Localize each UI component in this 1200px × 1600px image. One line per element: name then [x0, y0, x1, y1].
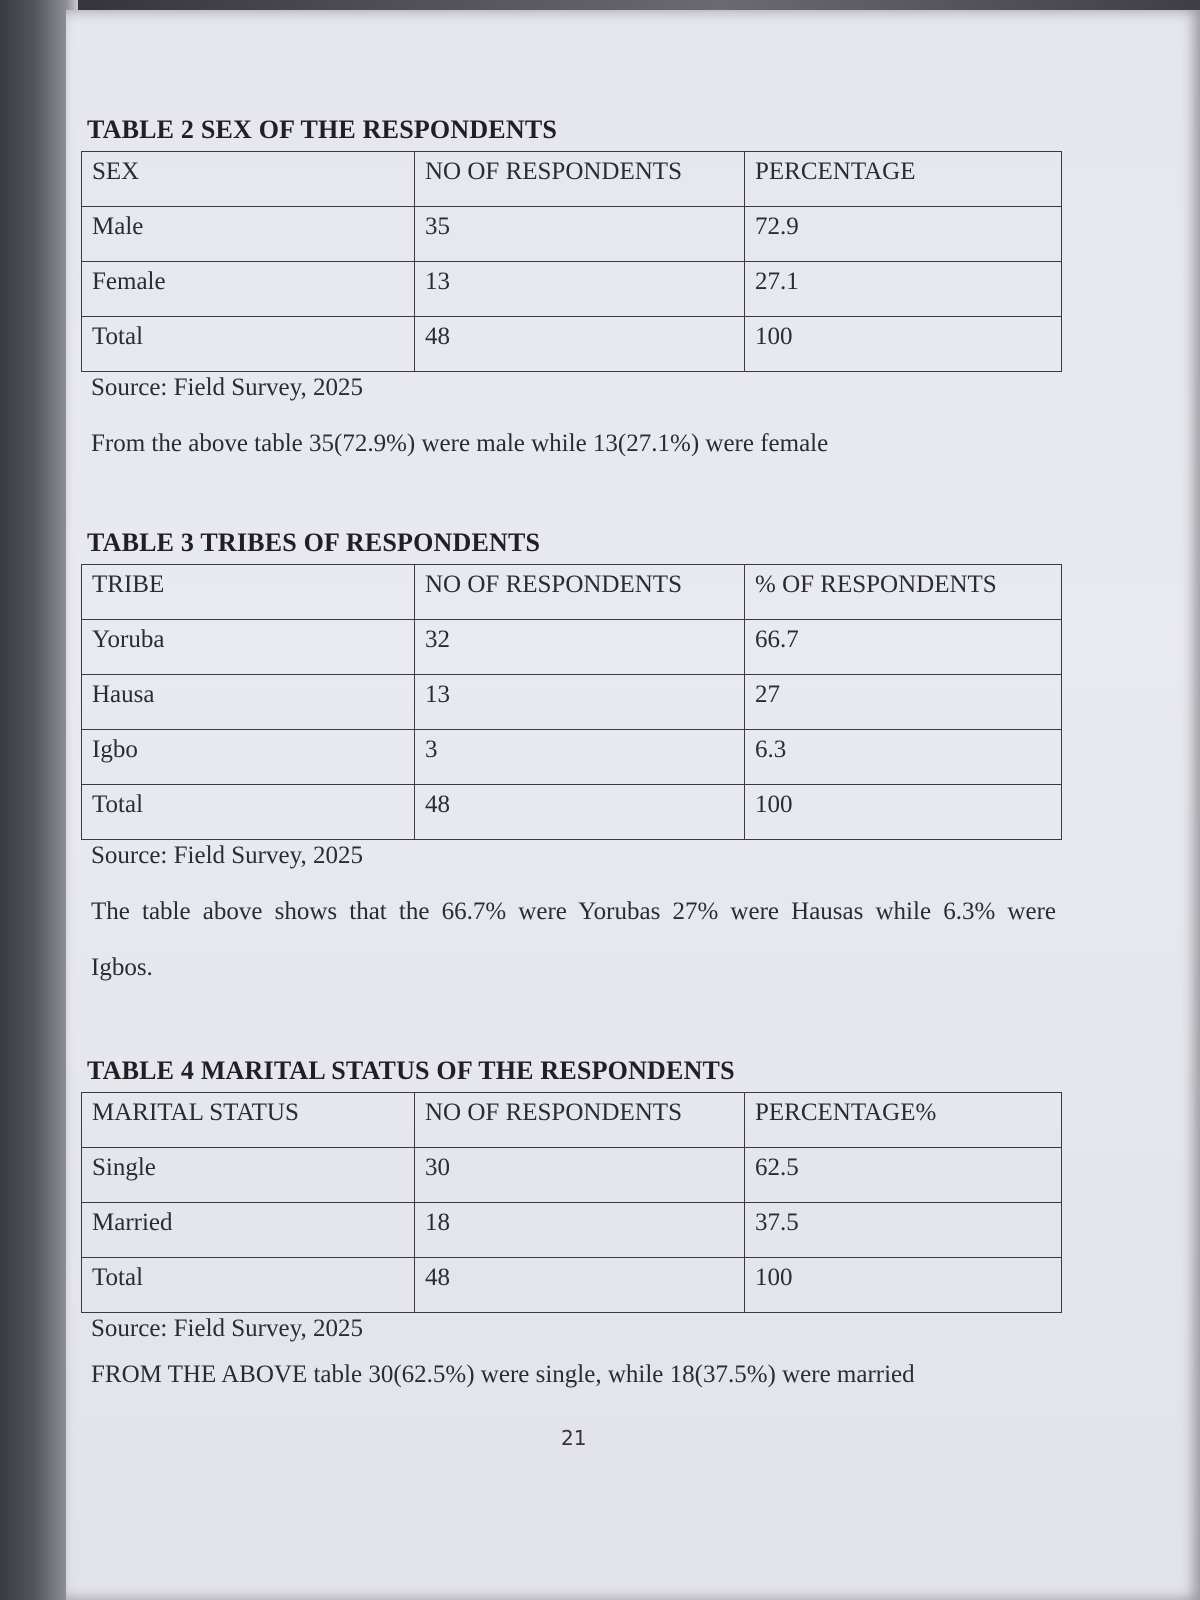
table-cell: 66.7 — [745, 620, 1062, 675]
table2-section — [81, 115, 1086, 472]
table-cell: 13 — [415, 675, 745, 730]
table-row — [82, 207, 1062, 262]
table-cell: 37.5 — [745, 1203, 1062, 1258]
table4-summary: FROM THE ABOVE table 30(62.5%) were single, while 18(37.5%) were married — [91, 1361, 915, 1388]
table-cell: 18 — [415, 1203, 745, 1258]
table4 — [81, 1092, 1062, 1313]
table-cell: 100 — [745, 785, 1062, 840]
page-number: 21 — [561, 1426, 587, 1450]
table-cell: 72.9 — [745, 207, 1062, 262]
table-cell: 27 — [745, 675, 1062, 730]
table-cell: 35 — [415, 207, 745, 262]
table-cell: 100 — [745, 1258, 1062, 1313]
table4-title: TABLE 4 MARITAL STATUS OF THE RESPONDENTS — [87, 1056, 735, 1085]
table-row — [82, 1203, 1062, 1258]
table3 — [81, 564, 1062, 840]
table2 — [81, 151, 1062, 372]
table-cell: Single — [82, 1148, 415, 1203]
table-row — [82, 317, 1062, 372]
table-cell: 32 — [415, 620, 745, 675]
table-cell: 3 — [415, 730, 745, 785]
table2-title: TABLE 2 SEX OF THE RESPONDENTS — [87, 115, 558, 144]
header-cell: TRIBE — [82, 565, 415, 620]
table-cell: 100 — [745, 317, 1062, 372]
header-cell: NO OF RESPONDENTS — [415, 1093, 745, 1148]
table-row — [82, 620, 1062, 675]
header-cell: % OF RESPONDENTS — [745, 565, 1062, 620]
table-cell: Male — [82, 207, 415, 262]
header-cell: PERCENTAGE% — [745, 1093, 1062, 1148]
header-cell: SEX — [82, 152, 415, 207]
header-cell: MARITAL STATUS — [82, 1093, 415, 1148]
table-cell: Female — [82, 262, 415, 317]
document-page — [66, 10, 1200, 1600]
table-cell: 62.5 — [745, 1148, 1062, 1203]
table-cell: Total — [82, 785, 415, 840]
table-cell: Yoruba — [82, 620, 415, 675]
header-cell: NO OF RESPONDENTS — [415, 152, 745, 207]
table2-source: Source: Field Survey, 2025 — [91, 374, 363, 401]
table3-section — [81, 528, 1086, 996]
table-row — [82, 785, 1062, 840]
table2-summary: From the above table 35(72.9%) were male while 13(27.1%) were female — [91, 430, 829, 457]
table-cell: Hausa — [82, 675, 415, 730]
table-row — [82, 1258, 1062, 1313]
table-cell: 48 — [415, 317, 745, 372]
table-cell: 27.1 — [745, 262, 1062, 317]
table-cell: Total — [82, 317, 415, 372]
table4-section — [81, 1056, 1086, 1403]
table-row — [82, 1148, 1062, 1203]
header-cell: PERCENTAGE — [745, 152, 1062, 207]
table-cell: 48 — [415, 785, 745, 840]
table-row — [82, 262, 1062, 317]
table3-title: TABLE 3 TRIBES OF RESPONDENTS — [87, 528, 541, 557]
page-content — [81, 115, 1086, 1403]
table4-source: Source: Field Survey, 2025 — [91, 1315, 363, 1342]
table-cell: 6.3 — [745, 730, 1062, 785]
table3-summary: The table above shows that the 66.7% were Yorubas 27% were Hausas while 6.3% were Igbos. — [91, 898, 1056, 981]
table-cell: Igbo — [82, 730, 415, 785]
table-header-row — [82, 1093, 1062, 1148]
table-cell: Total — [82, 1258, 415, 1313]
table-cell: 30 — [415, 1148, 745, 1203]
table-cell: 13 — [415, 262, 745, 317]
table3-source: Source: Field Survey, 2025 — [91, 842, 363, 869]
table-header-row — [82, 565, 1062, 620]
table-row — [82, 730, 1062, 785]
header-cell: NO OF RESPONDENTS — [415, 565, 745, 620]
table-header-row — [82, 152, 1062, 207]
table-row — [82, 675, 1062, 730]
table-cell: 48 — [415, 1258, 745, 1313]
table-cell: Married — [82, 1203, 415, 1258]
